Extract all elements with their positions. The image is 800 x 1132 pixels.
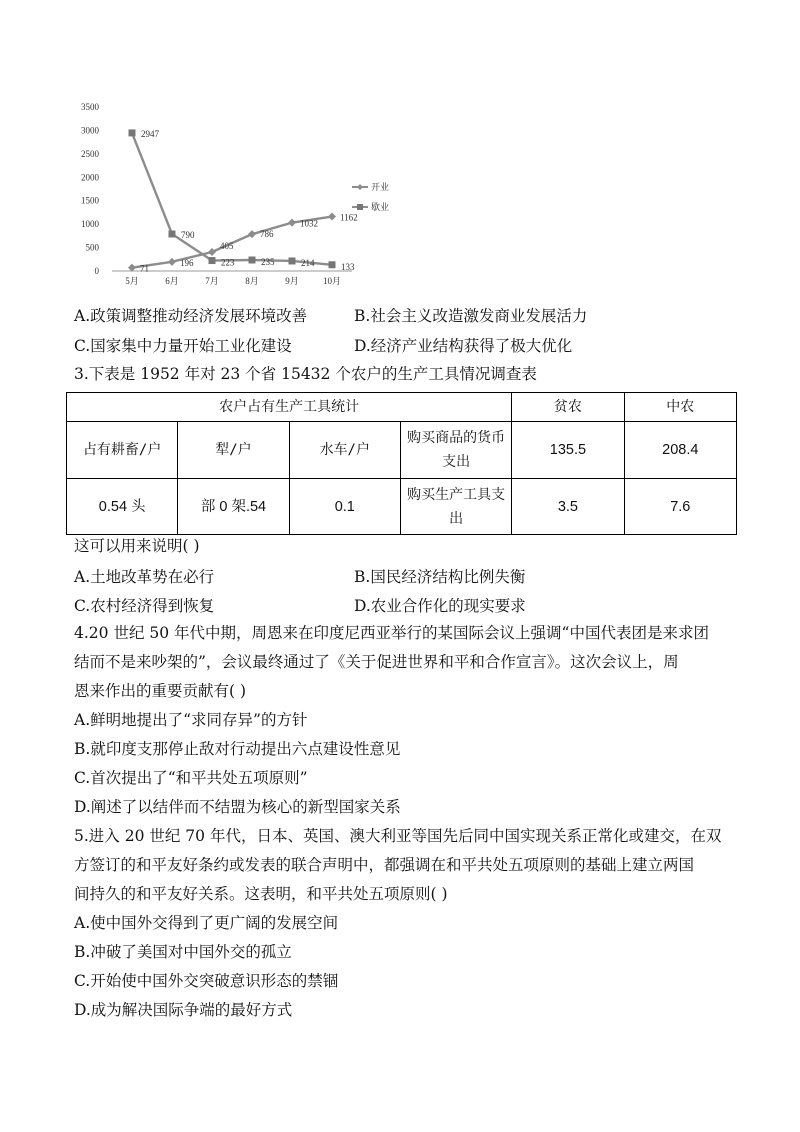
- data-label: 405: [220, 241, 234, 252]
- q5-stem-line: 5.进入 20 世纪 70 年代，日本、英国、澳大利亚等国先后同中国实现关系正常化或建交，在双: [74, 827, 722, 845]
- q5-stem-line: 间持久的和平友好关系。这表明，和平共处五项原则( ): [74, 885, 448, 903]
- data-point: [169, 230, 176, 237]
- data-point: [289, 257, 296, 264]
- y-tick-label: 2000: [81, 172, 99, 183]
- q3-option-d[interactable]: D.农业合作化的现实要求: [354, 597, 526, 615]
- q2-options-row-2: [74, 334, 754, 356]
- q4-option-a[interactable]: A.鲜明地提出了“求同存异”的方针: [74, 711, 308, 729]
- series-layer: [128, 129, 358, 274]
- q3-option-c[interactable]: C.农村经济得到恢复: [74, 597, 215, 615]
- legend-marker: [357, 184, 363, 190]
- q3-stem: 3.下表是 1952 年对 23 个省 15432 个农户的生产工具情况调查表: [74, 365, 537, 383]
- y-tick-label: 0: [94, 266, 99, 276]
- y-axis: [81, 102, 100, 276]
- y-tick-label: 3500: [81, 102, 99, 112]
- data-point: [128, 264, 136, 272]
- chart-legend: [352, 181, 389, 212]
- q2-option-c[interactable]: C.国家集中力量开始工业化建设: [74, 337, 292, 355]
- data-point: [129, 129, 136, 136]
- q3-survey-table: [66, 392, 737, 535]
- data-label: 1032: [300, 218, 318, 229]
- table-cell: 7.6: [624, 479, 736, 535]
- table-cell: 购买生产工具支出: [400, 479, 511, 535]
- x-tick-label: 5月: [125, 276, 139, 286]
- table-cell: 部 0 架.54: [178, 479, 289, 535]
- data-label: 235: [261, 256, 275, 267]
- q3-options-row-2: [74, 594, 754, 616]
- data-label: 2947: [141, 128, 159, 139]
- data-label: 71: [140, 263, 149, 274]
- y-tick-label: 500: [85, 242, 99, 253]
- data-label: 786: [260, 229, 274, 240]
- data-label: 1162: [340, 212, 358, 223]
- legend-label: 开业: [371, 182, 390, 192]
- table-cell: 犁/户: [178, 422, 289, 479]
- table-row: [67, 479, 737, 535]
- table-row: [67, 422, 737, 479]
- q5-option-c[interactable]: C.开始使中国外交突破意识形态的禁锢: [74, 972, 339, 990]
- table-cell: 购买商品的货币支出: [400, 422, 511, 479]
- q3-followup: 这可以用来说明( ): [74, 537, 200, 555]
- data-label: 214: [301, 257, 315, 268]
- q5-option-d[interactable]: D.成为解决国际争端的最好方式: [74, 1001, 293, 1019]
- x-tick-label: 9月: [285, 276, 299, 286]
- q3-option-a[interactable]: A.土地改革势在必行: [74, 568, 215, 586]
- x-tick-label: 6月: [165, 276, 179, 286]
- q3-option-b[interactable]: B.国民经济结构比例失衡: [354, 568, 526, 586]
- data-point: [168, 258, 176, 266]
- q4-option-c[interactable]: C.首次提出了“和平共处五项原则”: [74, 769, 308, 787]
- q4-stem-line: 结而不是来吵架的”，会议最终通过了《关于促进世界和平和合作宣言》。这次会议上，周: [74, 653, 679, 671]
- header-middle-farmer: 中农: [624, 393, 736, 422]
- y-tick-label: 3000: [81, 125, 99, 136]
- q4-option-b[interactable]: B.就印度支那停止敌对行动提出六点建设性意见: [74, 740, 401, 758]
- header-poor-farmer: 贫农: [512, 393, 624, 422]
- table-cell: 135.5: [512, 422, 624, 479]
- x-tick-label: 10月: [322, 276, 342, 286]
- data-label: 133: [341, 261, 355, 272]
- data-point: [248, 230, 256, 238]
- q4-option-d[interactable]: D.阐述了以结伴而不结盟为核心的新型国家关系: [74, 798, 401, 816]
- table-cell: 水车/户: [289, 422, 400, 479]
- q5-option-b[interactable]: B.冲破了美国对中国外交的孤立: [74, 943, 292, 961]
- data-label: 790: [181, 229, 195, 240]
- x-tick-label: 8月: [245, 276, 259, 286]
- q3-options-row-1: [74, 565, 754, 587]
- header-tools-stat: 农户占有生产工具统计: [67, 393, 512, 422]
- data-point: [329, 261, 336, 268]
- q5-option-a[interactable]: A.使中国外交得到了更广阔的发展空间: [74, 914, 339, 932]
- table-cell: 3.5: [512, 479, 624, 535]
- data-point: [249, 256, 256, 263]
- table-cell: 0.54 头: [67, 479, 178, 535]
- q2-option-b[interactable]: B.社会主义改造激发商业发展活力: [354, 307, 588, 325]
- line-chart: [70, 95, 400, 290]
- q4-stem-line: 恩来作出的重要贡献有( ): [74, 682, 247, 700]
- q4-stem-line: 4.20 世纪 50 年代中期，周恩来在印度尼西亚举行的某国际会议上强调“中国代表团是来求团: [74, 624, 709, 642]
- table-cell: 0.1: [289, 479, 400, 535]
- q2-option-a[interactable]: A.政策调整推动经济发展环境改善: [74, 307, 308, 325]
- y-tick-label: 2500: [81, 148, 99, 159]
- data-point: [208, 248, 216, 256]
- q5-stem-line: 方签订的和平友好条约或发表的联合声明中，都强调在和平共处五项原则的基础上建立两国: [74, 856, 695, 874]
- y-tick-label: 1500: [81, 195, 99, 206]
- legend-label: 歇业: [371, 202, 390, 212]
- table-cell: 208.4: [624, 422, 736, 479]
- x-tick-label: 7月: [205, 276, 219, 286]
- y-tick-label: 1000: [81, 219, 99, 230]
- legend-marker: [357, 204, 363, 210]
- q2-option-d[interactable]: D.经济产业结构获得了极大优化: [354, 337, 573, 355]
- data-point: [328, 213, 336, 221]
- table-header-row: [67, 393, 737, 422]
- table-cell: 占有耕畜/户: [67, 422, 178, 479]
- data-label: 223: [221, 257, 235, 268]
- q2-options-row-1: [74, 304, 754, 326]
- data-point: [209, 257, 216, 264]
- data-point: [288, 219, 296, 227]
- data-label: 196: [180, 257, 194, 268]
